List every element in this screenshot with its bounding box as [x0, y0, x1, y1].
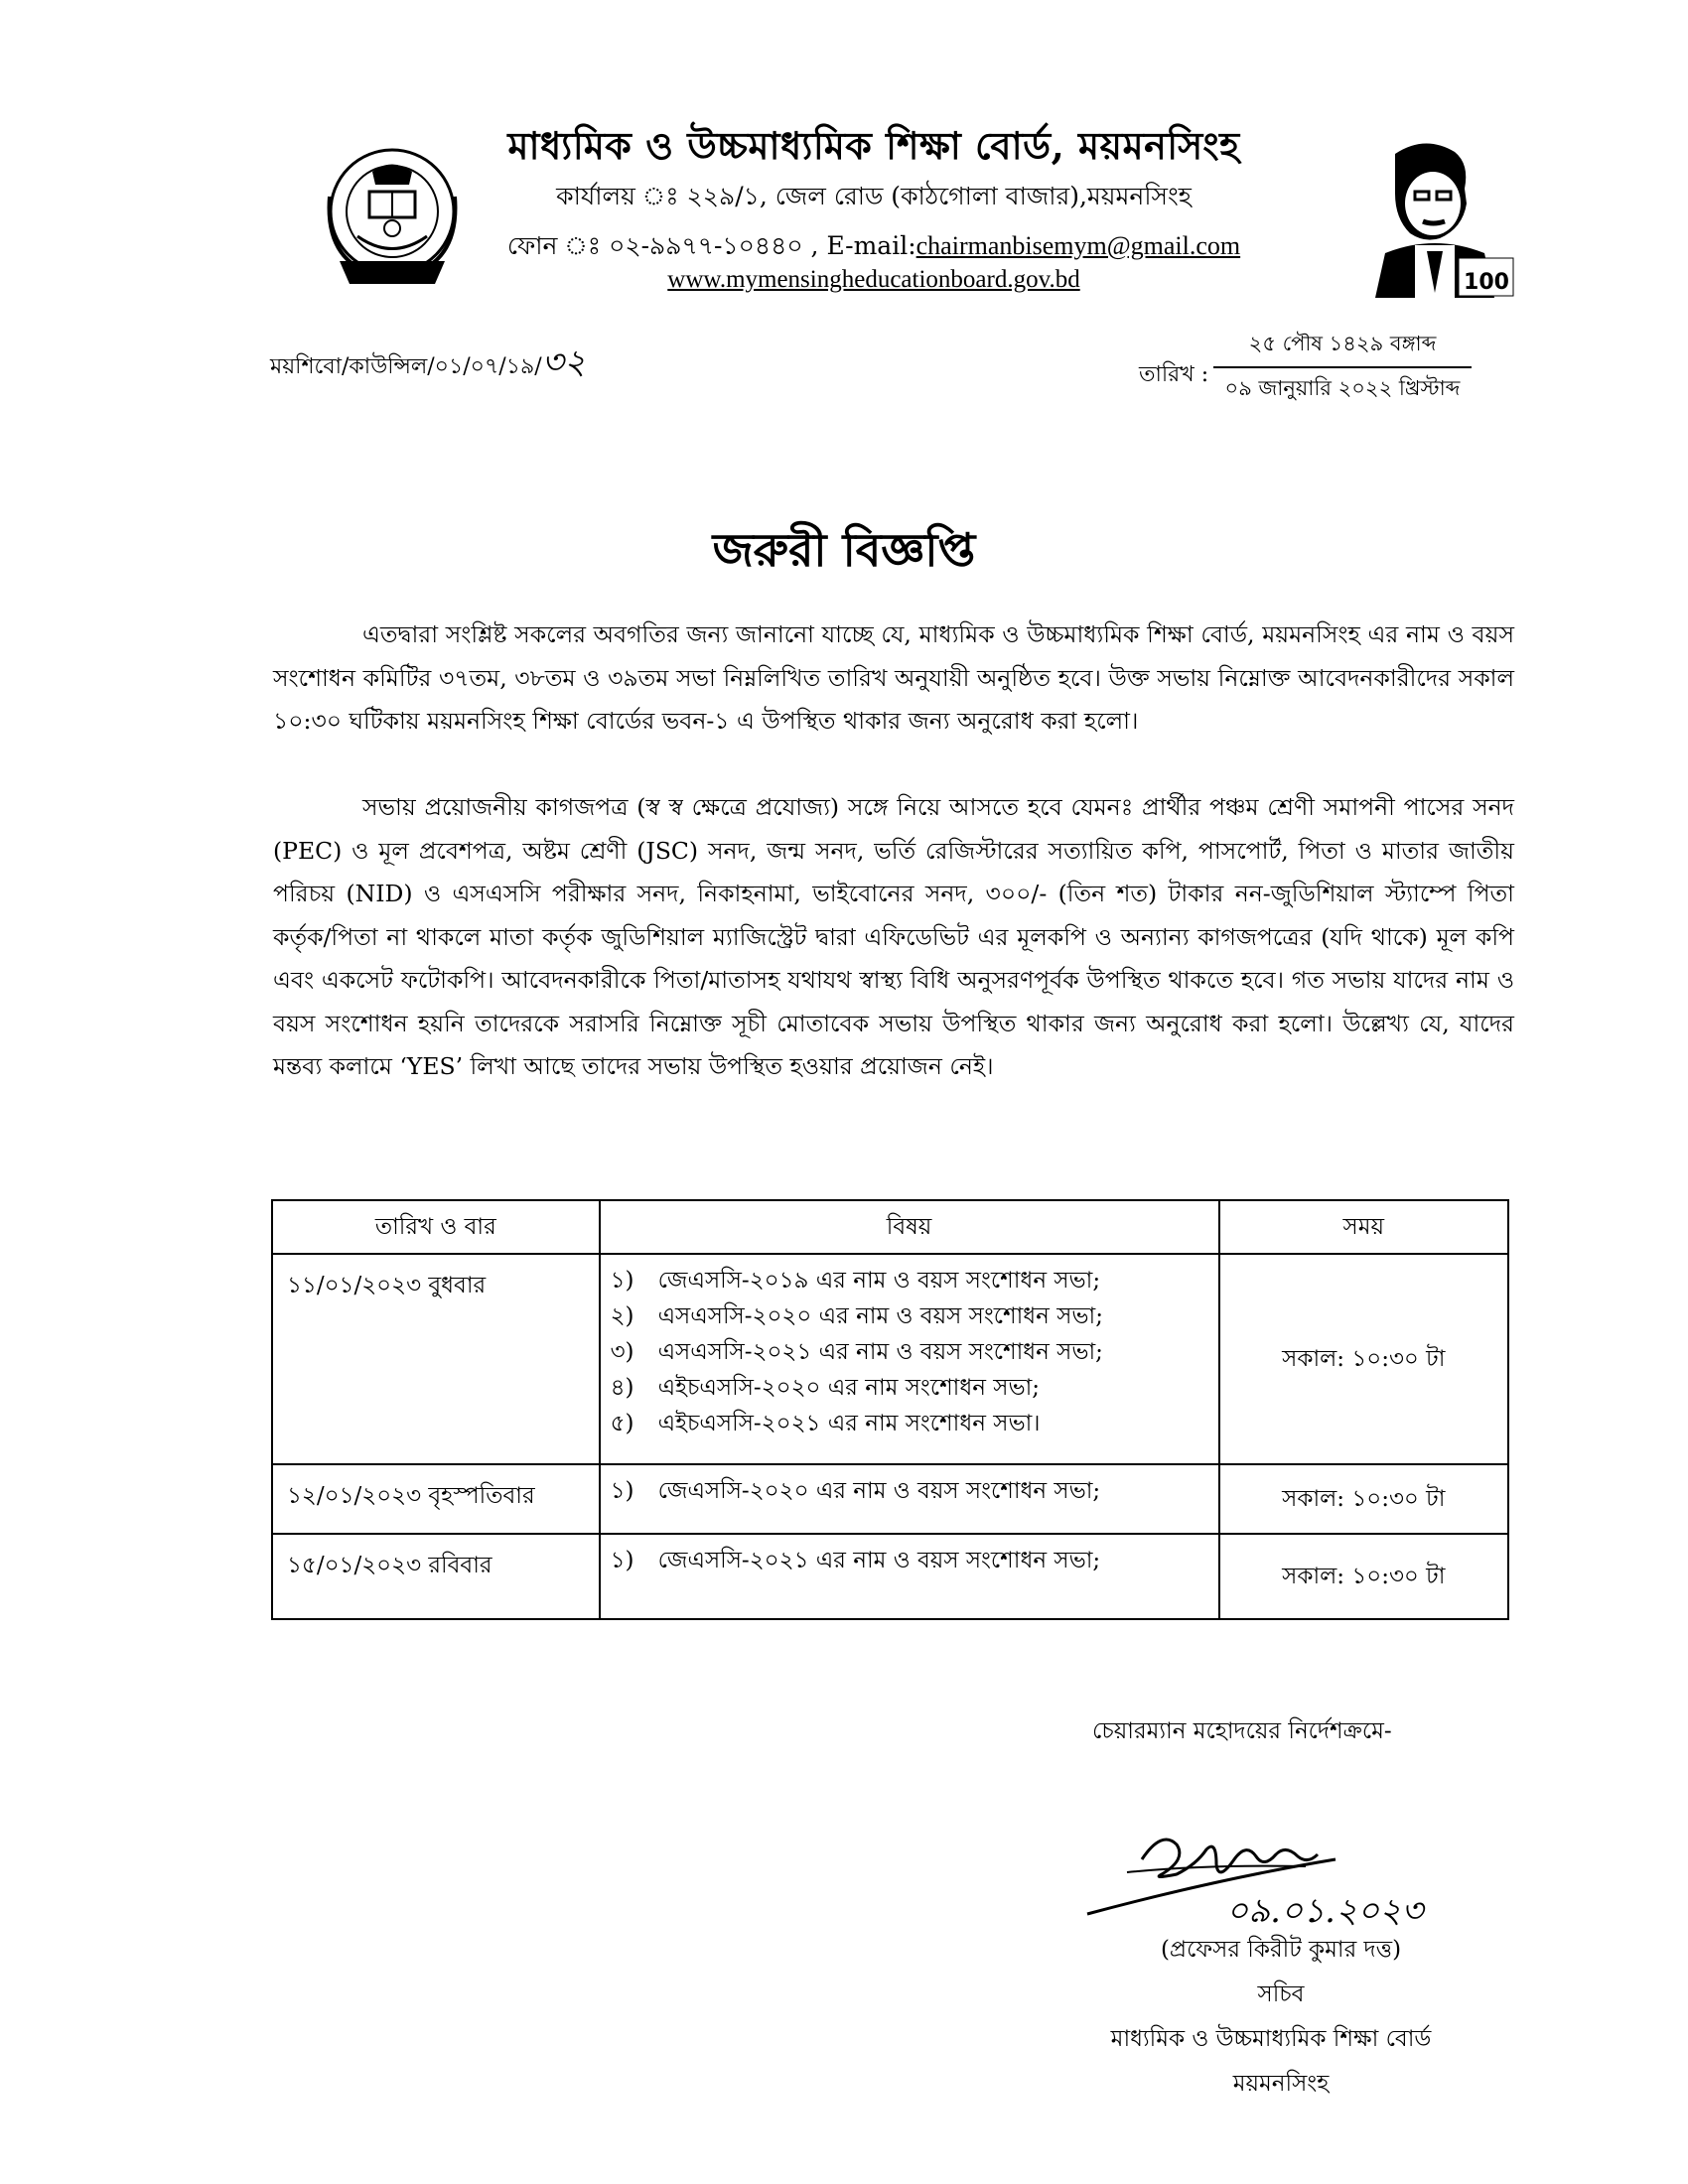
row-subjects	[600, 1534, 1219, 1619]
table-row	[272, 1254, 1508, 1464]
row-time: সকাল: ১০:৩০ টা	[1219, 1534, 1508, 1619]
memo-number	[270, 342, 586, 386]
table-header-row	[272, 1200, 1508, 1254]
org-address: কার্যালয় ঃ ২২৯/১, জেল রোড (কাঠগোলা বাজার),ময়মনসিংহ	[556, 182, 1192, 210]
row-date: ১২/০১/২০২৩ বৃহস্পতিবার	[272, 1464, 600, 1534]
website-link[interactable]: www.mymensingheducationboard.gov.bd	[667, 266, 1080, 293]
signatory-city: ময়মনসিংহ	[1232, 2071, 1330, 2097]
signatory-name: (প্রফেসর কিরীট কুমার দত্ত)	[1160, 1937, 1402, 1963]
notice-paragraph-1: এতদ্বারা সংশ্লিষ্ট সকলের অবগতির জন্য জানানো যাচ্ছে যে, মাধ্যমিক ও উচ্চমাধ্যমিক শিক্ষা বোর্ড, ময়মনসিংহ এর নাম ও বয়স সংশোধন কমিটির ৩৭তম, ৩৮তম ও ৩৯তম সভা নিম্নলিখিত তারিখ অনুযায়ী অনুষ্ঠিত হবে। উক্ত সভায় নিম্নোক্ত আবেদনকারীদের সকাল ১০:৩০ ঘটিকায় ময়মনসিংহ শিক্ষা বোর্ডের ভবন-১ এ উপস্থিত থাকার জন্য অনুরোধ করা হলো।	[273, 620, 1514, 735]
row-date: ১৫/০১/২০২৩ রবিবার	[272, 1534, 600, 1619]
memo-number-text: ময়শিবো/কাউন্সিল/০১/০৭/১৯/	[270, 354, 542, 379]
date-label: তারিখ :	[1139, 362, 1209, 387]
list-item: ৩) এসএসসি-২০২১ এর নাম ও বয়স সংশোধন সভা;	[610, 1339, 1103, 1365]
signatory-designation: সচিব	[1257, 1981, 1305, 2007]
list-item: ১) জেএসসি-২০১৯ এর নাম ও বয়স সংশোধন সভা;	[610, 1268, 1101, 1294]
svg-text:100: 100	[1464, 270, 1509, 295]
row-time: সকাল: ১০:৩০ টা	[1219, 1464, 1508, 1534]
header-date: তারিখ ও বার	[272, 1200, 600, 1254]
table-row	[272, 1534, 1508, 1619]
by-order-line: চেয়ারম্যান মহোদয়ের নির্দেশক্রমে-	[1092, 1718, 1392, 1744]
date-stack	[1213, 328, 1472, 407]
org-title: মাধ্যমিক ও উচ্চমাধ্যমিক শিক্ষা বোর্ড, ময়মনসিংহ	[507, 123, 1240, 168]
list-item: ২) এসএসসি-২০২০ এর নাম ও বয়স সংশোধন সভা;	[610, 1303, 1103, 1329]
notice-paragraph-2: সভায় প্রয়োজনীয় কাগজপত্র (স্ব স্ব ক্ষেত্রে প্রযোজ্য) সঙ্গে নিয়ে আসতে হবে যেমনঃ প্রার্থীর পঞ্চম শ্রেণী সমাপনী পাসের সনদ (PEC) ও মূল প্রবেশপত্র, অষ্টম শ্রেণী (JSC) সনদ, জন্ম সনদ, ভর্তি রেজিস্টারের সত্যায়িত কপি, পাসপোর্ট, পিতা ও মাতার জাতীয় পরিচয় (NID) ও এসএসসি পরীক্ষার সনদ, নিকাহনামা, ভাইবোনের সনদ, ৩০০/- (তিন শত) টাকার নন-জুডিশিয়াল স্ট্যাম্পে পিতা কর্তৃক/পিতা না থাকলে মাতা কর্তৃক জুডিশিয়াল ম্যাজিস্ট্রেট দ্বারা এফিডেভিট এর মূলকপি ও অন্যান্য কাগজপত্রের (যদি থাকে) মূল কপি এবং একসেট ফটোকপি। আবেদনকারীকে পিতা/মাতাসহ যথাযথ স্বাস্থ্য বিধি অনুসরণপূর্বক উপস্থিত থাকতে হবে। গত সভায় যাদের নাম ও বয়স সংশোধন হয়নি তাদেরকে সরাসরি নিম্নোক্ত সূচী মোতাবেক সভায় উপস্থিত থাকার জন্য অনুরোধ করা হলো। উল্লেখ্য যে, যাদের মন্তব্য কলামে ‘YES’ লিখা আছে তাদের সভায় উপস্থিত হওয়ার প্রয়োজন নেই।	[273, 793, 1514, 1080]
list-item: ১) জেএসসি-২০২১ এর নাম ও বয়স সংশোধন সভা;	[610, 1548, 1101, 1573]
row-subjects	[600, 1464, 1219, 1534]
date-bangla: ২৫ পৌষ ১৪২৯ বঙ্গাব্দ	[1213, 328, 1472, 368]
notice-title: জরুরী বিজ্ঞপ্তি	[712, 523, 976, 577]
list-item: ৪) এইচএসসি-২০২০ এর নাম সংশোধন সভা;	[610, 1375, 1041, 1401]
handwritten-signature	[1067, 1805, 1465, 1934]
mujib-100-emblem-icon	[1355, 134, 1514, 298]
board-seal-icon	[318, 137, 467, 296]
row-subjects	[600, 1254, 1219, 1464]
email-link[interactable]: chairmanbisemym@gmail.com	[915, 231, 1241, 260]
org-contact-line	[477, 226, 1271, 269]
list-item: ১) জেএসসি-২০২০ এর নাম ও বয়স সংশোধন সভা;	[610, 1478, 1101, 1504]
header-time: সময়	[1219, 1200, 1508, 1254]
row-time: সকাল: ১০:৩০ টা	[1219, 1254, 1508, 1464]
header-subject: বিষয়	[600, 1200, 1219, 1254]
signature-date: ০৯.০১.২০২৩	[1226, 1891, 1424, 1931]
signatory-org: মাধ্যমিক ও উচ্চমাধ্যমিক শিক্ষা বোর্ড	[1110, 2026, 1432, 2052]
table-row	[272, 1464, 1508, 1534]
list-item: ৫) এইচএসসি-২০২১ এর নাম সংশোধন সভা।	[610, 1411, 1041, 1436]
handwritten-memo-number: ৩২	[541, 342, 586, 382]
row-date: ১১/০১/২০২৩ বুধবার	[272, 1254, 600, 1464]
phone-text: ফোন ঃ ০২-৯৯৭৭-১০৪৪০ , E-mail:	[506, 231, 916, 260]
date-gregorian: ০৯ জানুয়ারি ২০২২ খ্রিস্টাব্দ	[1224, 376, 1461, 400]
schedule-table	[271, 1199, 1509, 1620]
